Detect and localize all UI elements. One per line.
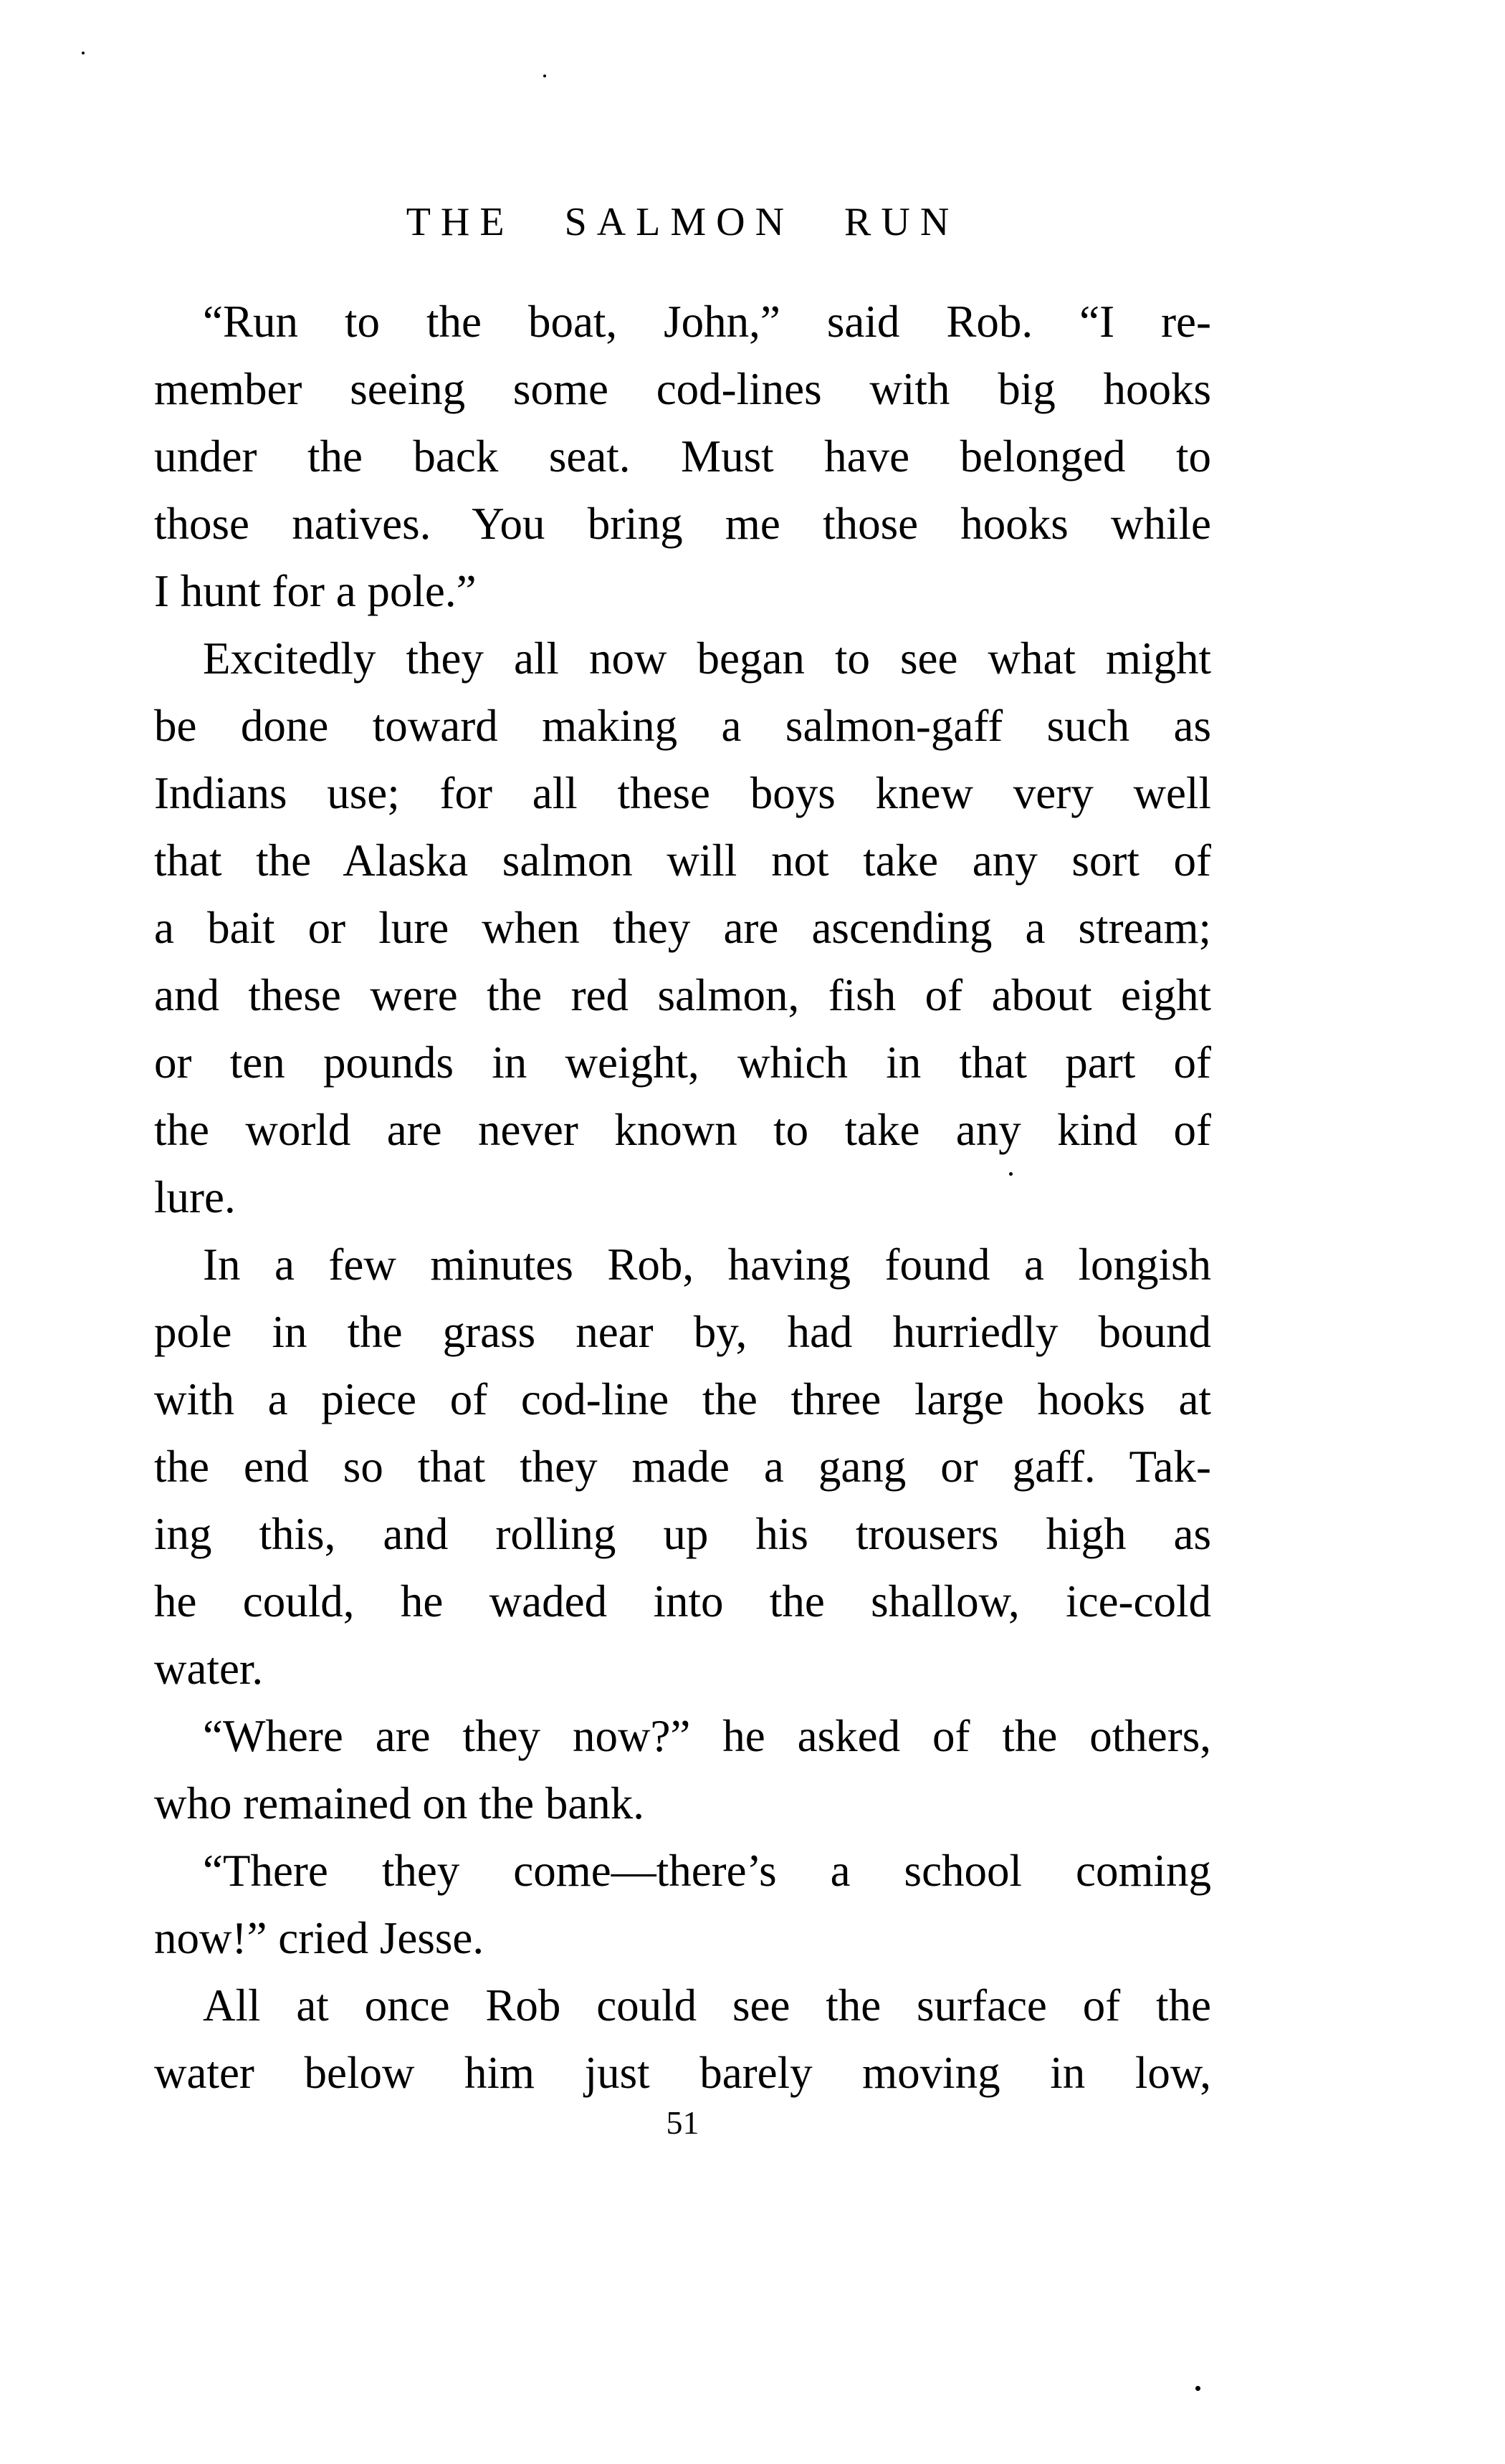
text-line: lure. bbox=[154, 1172, 236, 1222]
text-line: All at once Rob could see the surface of the bbox=[203, 1980, 1211, 2031]
text-line: member seeing some cod-lines with big hooks bbox=[154, 364, 1211, 414]
text-line: water. bbox=[154, 1644, 264, 1694]
text-line: the world are never known to take any kind of bbox=[154, 1105, 1211, 1155]
text-line: In a few minutes Rob, having found a longish bbox=[203, 1240, 1211, 1290]
text-line: pole in the grass near by, had hurriedly bound bbox=[154, 1307, 1211, 1357]
text-line: or ten pounds in weight, which in that part of bbox=[154, 1037, 1211, 1088]
text-line: those natives. You bring me those hooks while bbox=[154, 499, 1211, 549]
text-line: who remained on the bank. bbox=[154, 1778, 645, 1828]
text-line: ing this, and rolling up his trousers high as bbox=[154, 1509, 1211, 1559]
text-line: he could, he waded into the shallow, ice-cold bbox=[154, 1576, 1211, 1626]
scan-speck bbox=[1195, 2386, 1200, 2391]
text-line: water below him just barely moving in low, bbox=[154, 2048, 1211, 2098]
text-line: “Where are they now?” he asked of the others, bbox=[203, 1711, 1211, 1761]
text-line: I hunt for a pole.” bbox=[154, 566, 477, 616]
text-line: Indians use; for all these boys knew very well bbox=[154, 768, 1211, 818]
page-number: 51 bbox=[666, 2104, 699, 2141]
text-line: and these were the red salmon, fish of about eight bbox=[154, 970, 1211, 1020]
text-line: with a piece of cod-line the three large hooks at bbox=[154, 1374, 1211, 1424]
text-line: under the back seat. Must have belonged to bbox=[154, 431, 1211, 481]
text-line: a bait or lure when they are ascending a stream; bbox=[154, 903, 1211, 953]
text-line: Excitedly they all now began to see what might bbox=[203, 633, 1211, 684]
page-title: THE SALMON RUN bbox=[406, 200, 960, 244]
text-block bbox=[154, 288, 1211, 2106]
scan-speck bbox=[543, 75, 546, 77]
text-line: “Run to the boat, John,” said Rob. “I re- bbox=[203, 297, 1211, 347]
text-line: the end so that they made a gang or gaff. Tak- bbox=[154, 1442, 1211, 1492]
scan-speck bbox=[1009, 1172, 1013, 1176]
text-line: “There they come—there’s a school coming bbox=[203, 1846, 1211, 1896]
text-line: now!” cried Jesse. bbox=[154, 1913, 484, 1963]
text-line: be done toward making a salmon-gaff such as bbox=[154, 701, 1211, 751]
text-line: that the Alaska salmon will not take any sort of bbox=[154, 835, 1211, 886]
scan-speck bbox=[82, 52, 85, 54]
